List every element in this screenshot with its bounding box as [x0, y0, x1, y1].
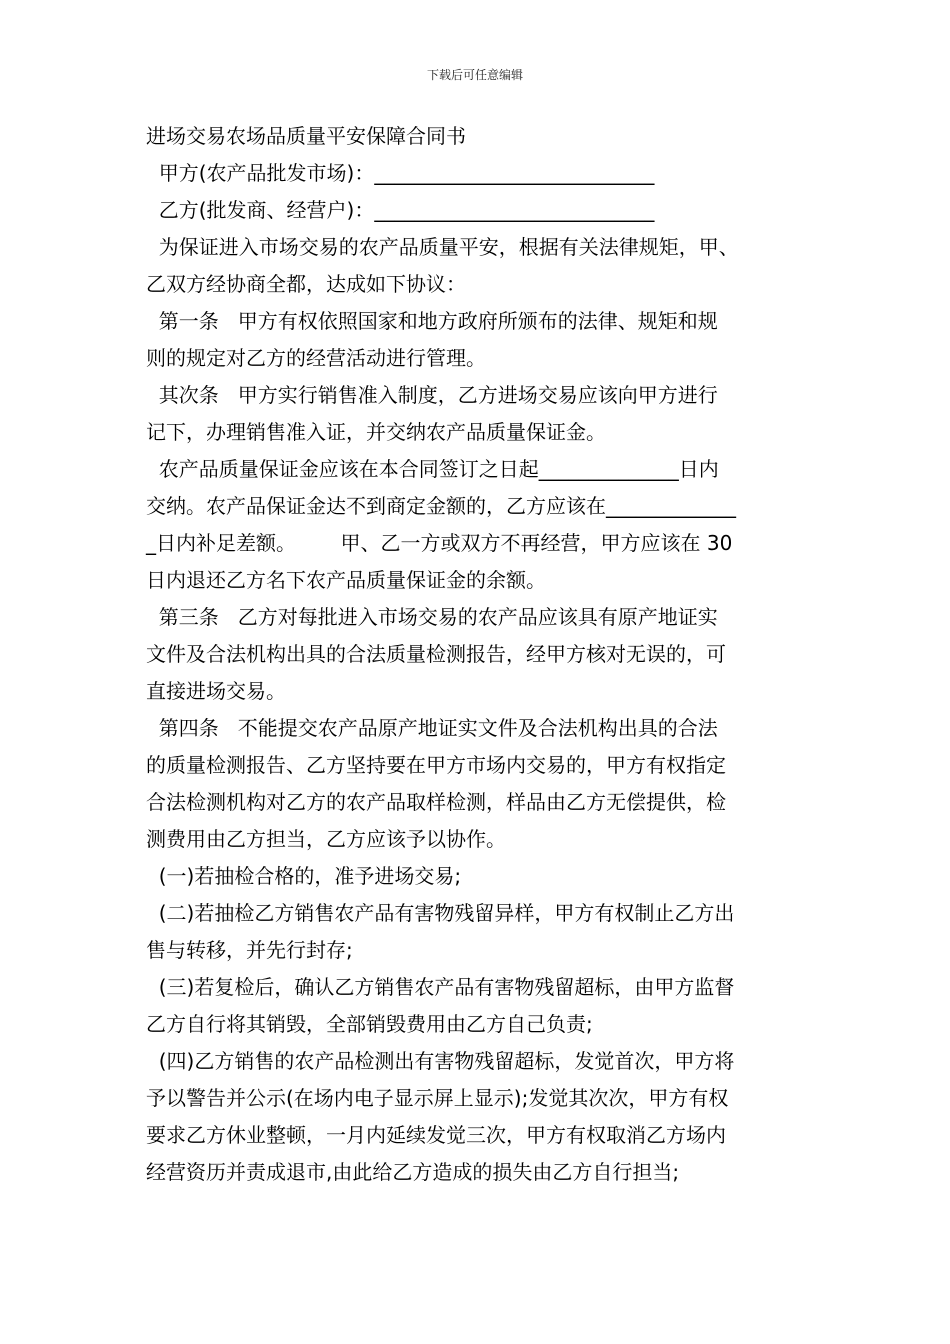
page-header: 下载后可任意编辑 [426, 68, 523, 82]
text-line: 农产品质量保证金应该在本合同签订之日起______________日内 [146, 457, 719, 481]
text-line: 第三条 乙方对每批进入市场交易的农产品应该具有原产地证实 [146, 605, 718, 629]
text-line: 日内退还乙方名下农产品质量保证金的余额。 [146, 568, 546, 592]
text-line: 测费用由乙方担当，乙方应该予以协作。 [146, 827, 506, 851]
party-b-line: 乙方(批发商、经营户)：____________________________ [146, 198, 655, 222]
text-line: 则的规定对乙方的经营活动进行管理。 [146, 346, 486, 370]
text-line: 予以警告并公示(在场内电子显示屏上显示);发觉其次次，甲方有权 [146, 1086, 729, 1110]
text-line: 记下，办理销售准入证，并交纳农产品质量保证金。 [146, 420, 606, 444]
text-line: (二)若抽检乙方销售农产品有害物残留异样，甲方有权制止乙方出 [146, 901, 735, 925]
text-line: 为保证进入市场交易的农产品质量平安，根据有关法律规矩，甲、 [146, 235, 739, 259]
text-line: 的质量检测报告、乙方坚持要在甲方市场内交易的，甲方有权指定 [146, 753, 726, 777]
text-line: 售与转移，并先行封存; [146, 938, 353, 962]
text-line: (三)若复检后，确认乙方销售农产品有害物残留超标，由甲方监督 [146, 975, 735, 999]
text-line: 经营资历并责成退市,由此给乙方造成的损失由乙方自行担当; [146, 1160, 680, 1184]
text-line: 合法检测机构对乙方的农产品取样检测，样品由乙方无偿提供，检 [146, 790, 726, 814]
party-a-line: 甲方(农产品批发市场)：____________________________ [146, 161, 655, 185]
text-line: 直接进场交易。 [146, 679, 286, 703]
text-line: 第四条 不能提交农产品原产地证实文件及合法机构出具的合法 [146, 716, 718, 740]
text-line: 文件及合法机构出具的合法质量检测报告，经甲方核对无误的，可 [146, 642, 726, 666]
text-line: (一)若抽检合格的，准予进场交易; [146, 864, 462, 888]
text-line: 要求乙方休业整顿，一月内延续发觉三次，甲方有权取消乙方场内 [146, 1123, 726, 1147]
contract-body [146, 118, 826, 1191]
text-line: 第一条 甲方有权依照国家和地方政府所颁布的法律、规矩和规 [146, 309, 718, 333]
text-line: 乙双方经协商全都，达成如下协议： [146, 272, 466, 296]
text-line: _日内补足差额。 甲、乙一方或双方不再经营，甲方应该在 30 [146, 531, 733, 555]
text-line: 其次条 甲方实行销售准入制度，乙方进场交易应该向甲方进行 [146, 383, 718, 407]
doc-title: 进场交易农场品质量平安保障合同书 [146, 124, 466, 148]
text-line: 交纳。农产品保证金达不到商定金额的，乙方应该在_____________ [146, 494, 736, 518]
text-line: 乙方自行将其销毁，全部销毁费用由乙方自己负责; [146, 1012, 593, 1036]
text-line: (四)乙方销售的农产品检测出有害物残留超标，发觉首次，甲方将 [146, 1049, 735, 1073]
